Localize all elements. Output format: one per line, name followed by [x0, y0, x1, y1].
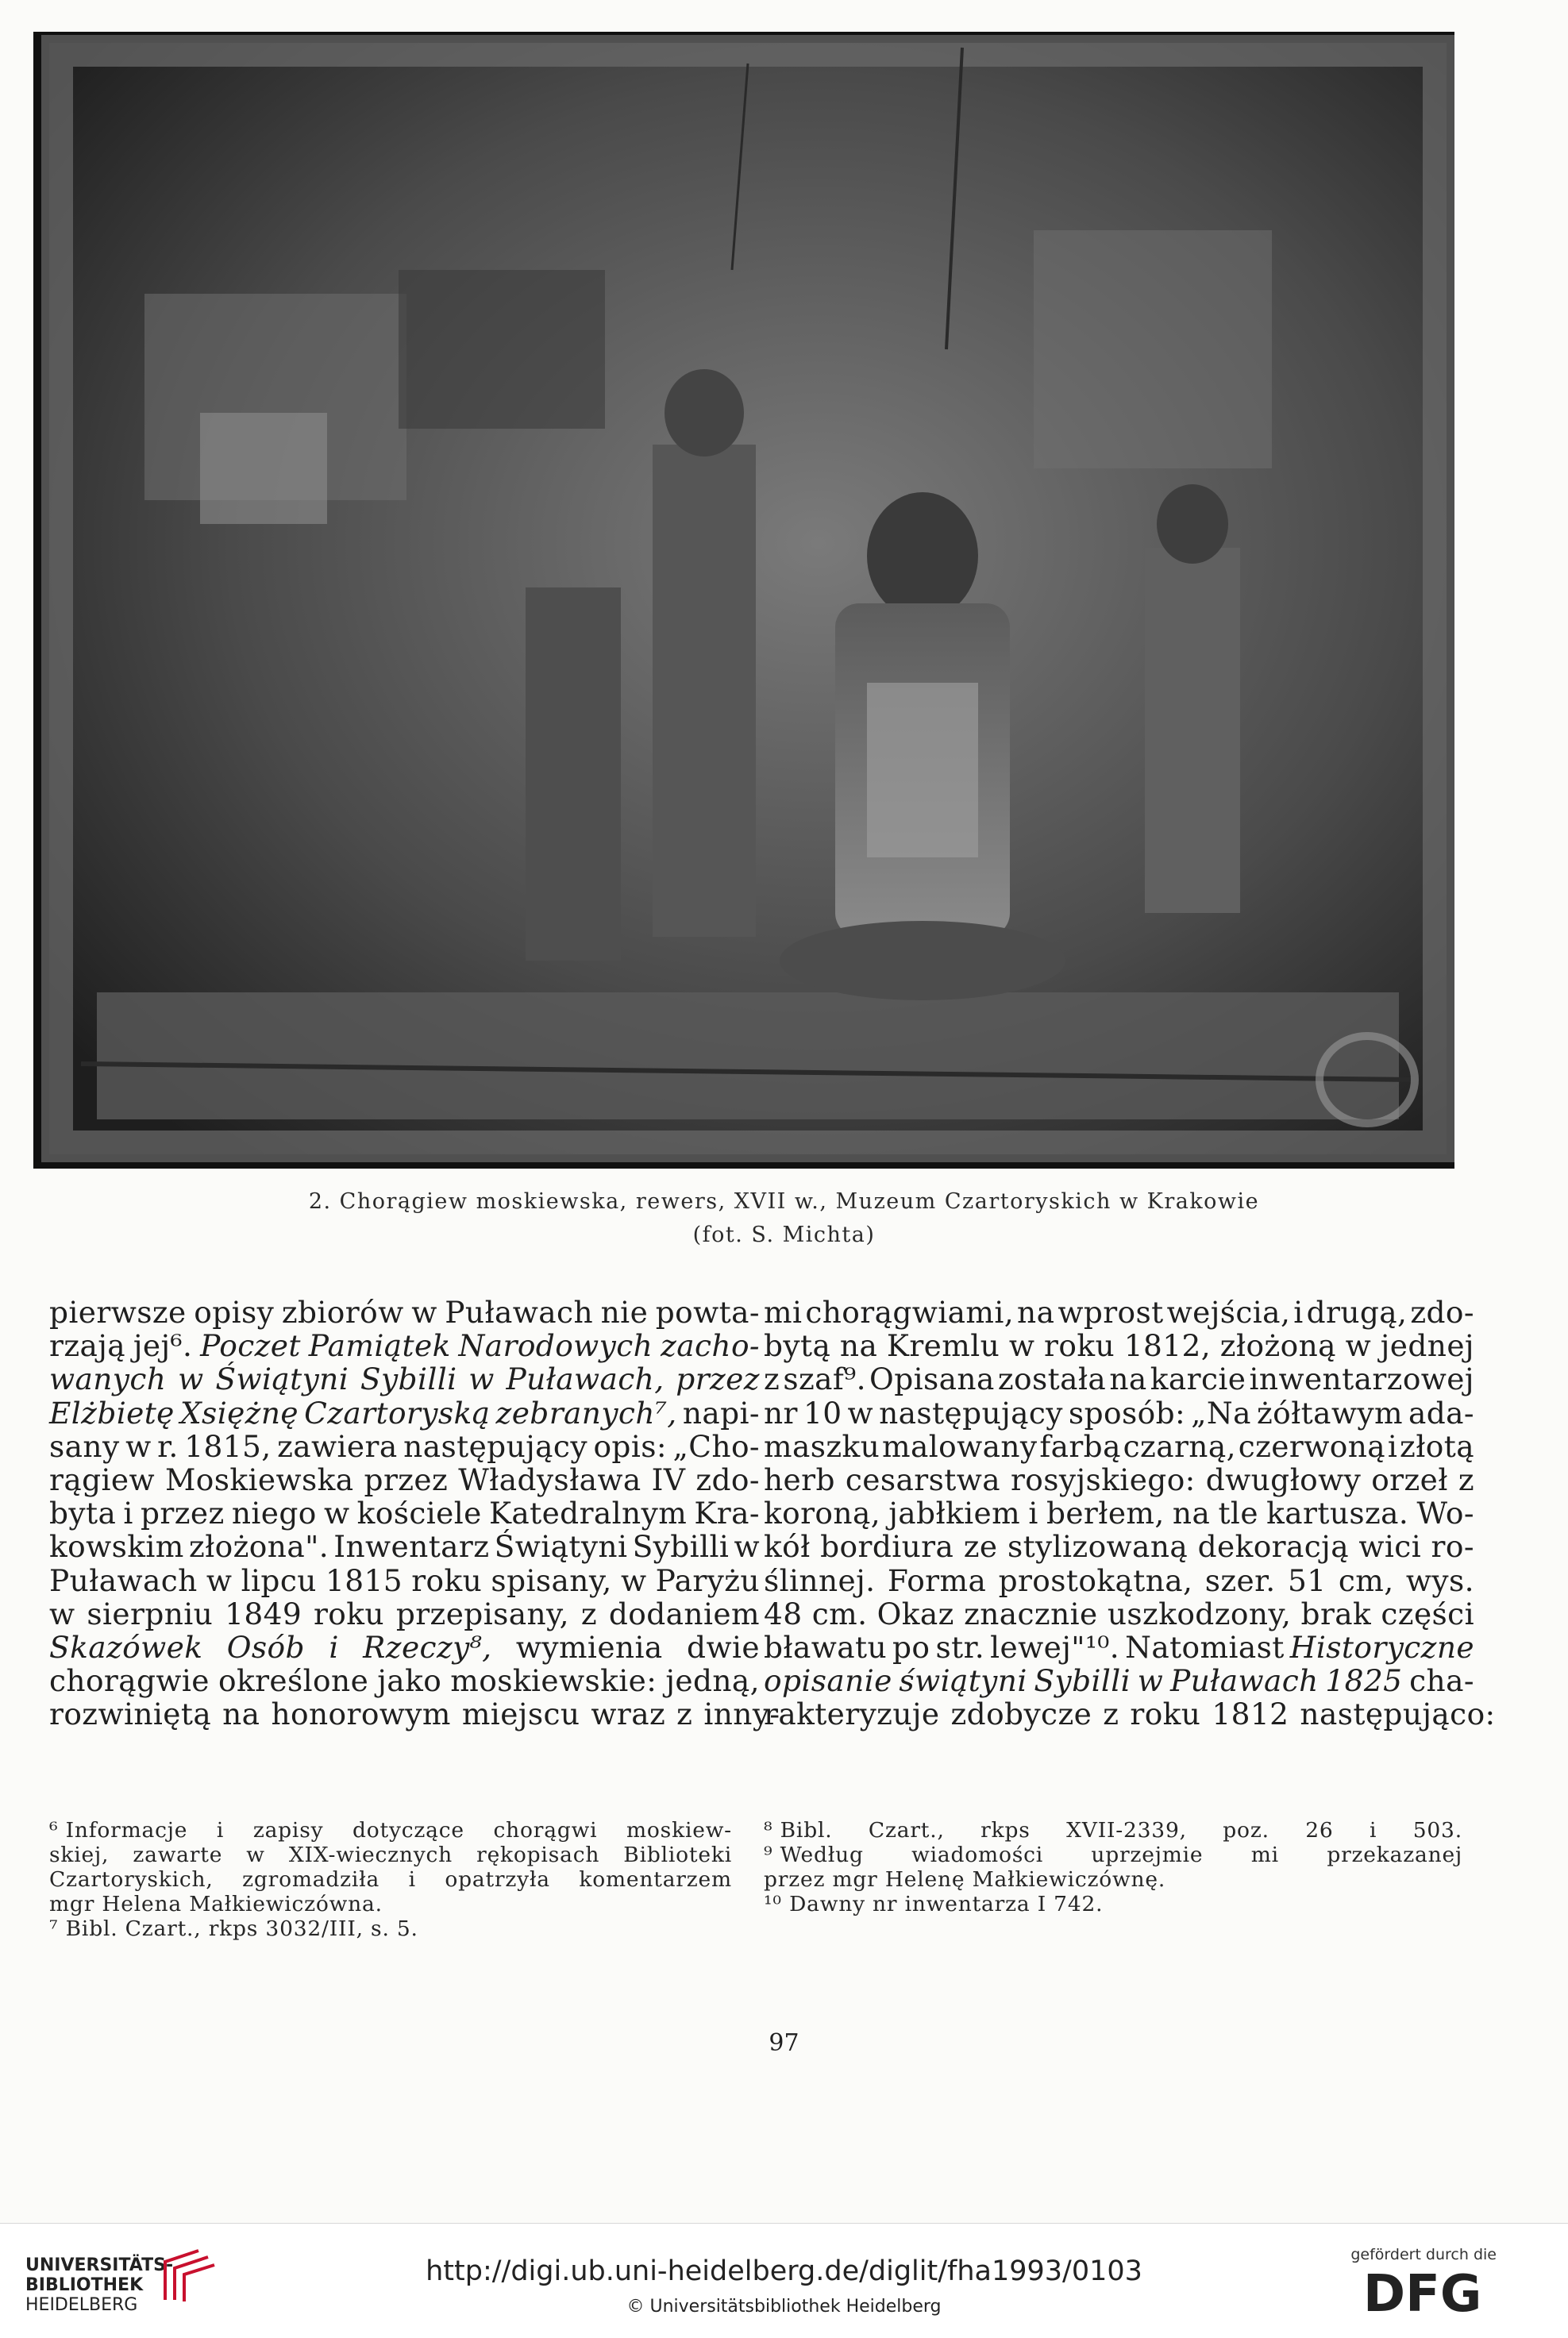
word: Biblioteki — [623, 1843, 732, 1867]
footnote-line — [764, 1867, 1462, 1892]
word: i — [1370, 1818, 1377, 1843]
word: roku — [313, 1596, 384, 1631]
footnote-line — [49, 1916, 732, 1941]
word: bytą — [764, 1328, 831, 1364]
word: przez mgr Helenę Małkiewiczównę. — [764, 1867, 1166, 1892]
word: zgromadziła — [242, 1867, 380, 1892]
word: rosyjskiego: — [1010, 1462, 1196, 1498]
word: stylizowaną — [1007, 1529, 1189, 1565]
word: moskiew- — [626, 1818, 732, 1843]
word: ⁷ Bibl. Czart., rkps 3032/III, s. 5. — [49, 1916, 418, 1941]
word: cesarstwa — [845, 1462, 1000, 1498]
word: niego — [231, 1496, 317, 1531]
word: części — [1381, 1596, 1474, 1631]
word: mgr Helena Małkiewiczówna. — [49, 1892, 383, 1916]
word: nr — [764, 1395, 798, 1431]
word: IV — [651, 1462, 686, 1498]
word: pierwsze — [49, 1295, 187, 1330]
word: cm, — [1338, 1562, 1394, 1598]
word: Katedralnym — [488, 1496, 688, 1531]
word: sany — [49, 1428, 120, 1464]
word: XIX-wiecznych — [288, 1843, 453, 1867]
word: „Na — [1191, 1395, 1251, 1431]
word: Elżbietę — [49, 1395, 175, 1431]
word: określone — [218, 1663, 369, 1699]
word: Natomiast — [1125, 1630, 1285, 1666]
body-text-line — [49, 1597, 760, 1631]
word: rakteryzuje — [764, 1697, 940, 1732]
word: skiej, — [49, 1843, 110, 1867]
word: żółtawym — [1256, 1395, 1403, 1431]
body-text-line — [49, 1329, 760, 1362]
word: z — [1458, 1462, 1474, 1498]
word: jabłkiem — [888, 1496, 1021, 1531]
word: Puławach — [1169, 1663, 1319, 1699]
word: komentarzem — [579, 1867, 732, 1892]
footnote-line — [49, 1867, 732, 1892]
word: ślinnej. — [764, 1562, 876, 1598]
word: malowany — [882, 1428, 1038, 1464]
body-text-line — [49, 1631, 760, 1664]
word: Okaz — [876, 1596, 954, 1631]
word: dwie — [687, 1630, 760, 1666]
word: tle — [1218, 1496, 1258, 1531]
word: i — [1387, 1428, 1398, 1464]
word: orzeł — [1371, 1462, 1448, 1498]
body-text-line — [764, 1496, 1474, 1530]
word: zacho- — [661, 1328, 760, 1364]
word: w — [468, 1362, 495, 1397]
body-text-line — [49, 1362, 760, 1396]
word: rągiew — [49, 1462, 155, 1498]
word: Kra- — [694, 1496, 760, 1531]
word: ro- — [1431, 1529, 1474, 1565]
word: w — [246, 1843, 265, 1867]
word: poz. — [1223, 1818, 1269, 1843]
word: 1812 — [1212, 1697, 1289, 1732]
word: drugą, — [1306, 1295, 1408, 1330]
word: przez — [676, 1362, 760, 1397]
word: sposób: — [1068, 1395, 1186, 1431]
word: na — [1017, 1295, 1055, 1330]
word: Świątyni — [215, 1362, 349, 1397]
word: 48 — [764, 1596, 803, 1631]
word: opisy — [194, 1295, 275, 1330]
word: bordiura — [820, 1529, 954, 1565]
footnote-line — [764, 1892, 1462, 1916]
word: mi — [1250, 1843, 1279, 1867]
word: cha- — [1409, 1663, 1474, 1699]
word: na — [1109, 1362, 1147, 1397]
word: Moskiewska — [164, 1462, 354, 1498]
footnote-line — [49, 1892, 732, 1916]
body-text-line — [49, 1697, 780, 1732]
word: Osób — [226, 1630, 305, 1666]
word: brak — [1300, 1596, 1372, 1631]
body-text-line — [764, 1329, 1474, 1362]
dfg-logo-text: DFG — [1363, 2268, 1482, 2316]
word: dotyczące — [353, 1818, 464, 1843]
word: przepisany, — [395, 1596, 569, 1631]
body-text-line — [764, 1396, 1474, 1430]
word: Czartoryskich, — [49, 1867, 214, 1892]
word: Wo- — [1416, 1496, 1474, 1531]
word: zdo- — [1410, 1295, 1474, 1330]
word: Świątyni — [494, 1529, 628, 1565]
body-text-line — [764, 1597, 1474, 1631]
body-text-line — [764, 1463, 1474, 1496]
word: Władysława — [458, 1462, 641, 1498]
body-text-line — [49, 1664, 760, 1697]
word: dekoracją — [1197, 1529, 1349, 1565]
word: w — [49, 1596, 75, 1631]
footnote-line — [49, 1818, 732, 1843]
word: ada- — [1408, 1395, 1474, 1431]
word: następujący — [879, 1395, 1063, 1431]
page-number: 97 — [769, 2029, 799, 2057]
word: wanych — [49, 1362, 167, 1397]
word: karcie — [1150, 1362, 1246, 1397]
word: Czartoryską — [304, 1395, 491, 1431]
word: Puławach, — [506, 1362, 665, 1397]
word: wys. — [1405, 1562, 1474, 1598]
word: kół — [764, 1529, 811, 1565]
figure-caption: 2. Chorągiew moskiewska, rewers, XVII w., Muzeum Czartoryskich w Krakowie — [308, 1189, 1260, 1214]
word: jako — [377, 1663, 442, 1699]
word: przez — [364, 1462, 449, 1498]
word: rozwiniętą — [49, 1697, 212, 1732]
word: ⁶ Informacje — [49, 1818, 188, 1843]
word: następująco: — [1300, 1697, 1496, 1732]
word: 1812, — [1123, 1328, 1212, 1364]
word: mi — [764, 1295, 803, 1330]
word: sierpniu — [87, 1596, 214, 1631]
word: chorągwiami, — [805, 1295, 1015, 1330]
library-name: UNIVERSITÄTS- BIBLIOTHEK HEIDELBERG — [25, 2255, 174, 2315]
word: inny- — [703, 1697, 780, 1732]
word: wiadomości — [911, 1843, 1044, 1867]
word: zapisy — [252, 1818, 324, 1843]
word: złożona". — [188, 1529, 329, 1565]
word: złożoną — [1219, 1328, 1336, 1364]
word: spisany, — [491, 1562, 612, 1598]
body-text-line — [49, 1296, 760, 1329]
body-text-line — [49, 1463, 760, 1496]
word: moskiewskie: — [450, 1663, 657, 1699]
body-text-line — [49, 1396, 760, 1430]
word: wymienia — [515, 1630, 663, 1666]
word: napi- — [682, 1395, 760, 1431]
word: 26 — [1305, 1818, 1334, 1843]
word: w — [1137, 1663, 1164, 1699]
word: ⁸ Bibl. — [764, 1818, 833, 1843]
word: roku — [411, 1562, 483, 1598]
word: 51 — [1287, 1562, 1327, 1598]
word: opis: — [593, 1428, 667, 1464]
word: zebranych⁷, — [495, 1395, 677, 1431]
footnotes-right — [764, 1818, 1462, 1916]
word: z — [764, 1362, 780, 1397]
body-text-line — [764, 1296, 1474, 1329]
word: kartusza. — [1266, 1496, 1409, 1531]
word: rękopisach — [476, 1843, 600, 1867]
footnote-line — [764, 1818, 1462, 1843]
word: Paryżu — [655, 1562, 760, 1598]
funding-note: gefördert durch die — [1350, 2246, 1497, 2263]
word: jej⁶. — [133, 1328, 193, 1364]
word: na — [839, 1328, 878, 1364]
body-text-line — [764, 1430, 1474, 1463]
word: i — [1028, 1496, 1038, 1531]
word: farbą — [1039, 1428, 1121, 1464]
word: w — [323, 1496, 350, 1531]
word: herb — [764, 1462, 835, 1498]
word: i — [408, 1867, 416, 1892]
word: str. — [935, 1630, 985, 1666]
word: na — [222, 1697, 260, 1732]
word: Puławach — [49, 1562, 198, 1598]
body-text-right-column — [764, 1295, 1496, 1732]
footnote-line — [764, 1843, 1462, 1867]
word: szaf⁹. — [783, 1362, 866, 1397]
word: w — [206, 1562, 233, 1598]
word: czarną, — [1123, 1428, 1236, 1464]
word: zbiorów — [281, 1295, 404, 1330]
word: wraz — [591, 1697, 666, 1732]
word: opisanie — [764, 1663, 892, 1699]
word: z — [580, 1596, 598, 1631]
word: lipcu — [241, 1562, 317, 1598]
word: maszku — [764, 1428, 880, 1464]
figure-credit: (fot. S. Michta) — [692, 1223, 876, 1247]
word: Sybilli — [360, 1362, 457, 1397]
word: byta — [49, 1496, 117, 1531]
word: złotą — [1400, 1428, 1474, 1464]
word: po — [892, 1630, 930, 1666]
word: berłem, — [1046, 1496, 1165, 1531]
word: roku — [1130, 1697, 1201, 1732]
word: przez — [141, 1496, 225, 1531]
word: Sybilli — [1034, 1663, 1131, 1699]
body-text-line — [764, 1362, 1474, 1396]
word: powta- — [655, 1295, 760, 1330]
word: rkps — [980, 1818, 1031, 1843]
word: Poczet — [200, 1328, 301, 1364]
word: wici — [1358, 1529, 1422, 1565]
body-text-line — [764, 1631, 1474, 1664]
word: i — [1293, 1295, 1304, 1330]
word: 1815 — [325, 1562, 403, 1598]
word: kowskim — [49, 1529, 184, 1565]
word: ⁹ Według — [764, 1843, 864, 1867]
body-text-line — [49, 1530, 760, 1563]
body-text-line — [764, 1530, 1474, 1563]
word: w — [620, 1562, 647, 1598]
word: 1849 — [225, 1596, 302, 1631]
word: Rzeczy⁸, — [363, 1630, 492, 1666]
word: w — [847, 1395, 874, 1431]
word: koroną, — [764, 1496, 881, 1531]
word: zawarte — [133, 1843, 223, 1867]
banner-photo-image — [33, 32, 1454, 1169]
word: na — [1172, 1496, 1211, 1531]
word: przekazanej — [1327, 1843, 1462, 1867]
word: Sybilli — [632, 1529, 730, 1565]
body-text-line — [764, 1697, 1496, 1732]
word: rzają — [49, 1328, 126, 1364]
word: Puławach — [445, 1295, 594, 1330]
banner-photograph — [33, 32, 1454, 1169]
word: i — [216, 1818, 225, 1843]
word: opatrzyła — [445, 1867, 550, 1892]
word: Narodowych — [458, 1328, 653, 1364]
document-url-link[interactable]: http://digi.ub.uni-heidelberg.de/diglit/fha1993/0103 — [426, 2255, 1142, 2287]
word: uprzejmie — [1091, 1843, 1204, 1867]
word: Inwentarz — [333, 1529, 490, 1565]
word: miejscu — [461, 1697, 580, 1732]
word: inwentarzowej — [1249, 1362, 1474, 1397]
word: Skazówek — [49, 1630, 203, 1666]
word: zdobycze — [950, 1697, 1092, 1732]
word: czerwoną — [1238, 1428, 1386, 1464]
word: chorągwie — [49, 1663, 210, 1699]
word: wejścia, — [1166, 1295, 1291, 1330]
word: „Cho- — [672, 1428, 760, 1464]
word: 10 — [803, 1395, 842, 1431]
word: Xsiężnę — [179, 1395, 299, 1431]
word: cm. — [811, 1596, 868, 1631]
word: świątyni — [899, 1663, 1027, 1699]
word: znacznie — [964, 1596, 1098, 1631]
digitization-footer — [0, 2223, 1568, 2338]
word: roku — [1044, 1328, 1115, 1364]
word: 503. — [1412, 1818, 1462, 1843]
word: bławatu — [764, 1630, 887, 1666]
word: dwugłowy — [1205, 1462, 1362, 1498]
word: i — [123, 1496, 133, 1531]
word: jedną, — [665, 1663, 760, 1699]
word: honorowym — [271, 1697, 451, 1732]
word: z — [676, 1697, 693, 1732]
word: w — [734, 1529, 760, 1565]
body-text-line — [764, 1564, 1474, 1597]
word: wprost — [1058, 1295, 1164, 1330]
body-text-line — [49, 1496, 760, 1530]
body-text-line — [764, 1664, 1474, 1697]
word: Historyczne — [1289, 1630, 1474, 1666]
word: jednej — [1380, 1328, 1474, 1364]
word: ze — [963, 1529, 998, 1565]
body-text-left-column — [49, 1295, 780, 1732]
word: i — [329, 1630, 339, 1666]
word: zdo- — [695, 1462, 760, 1498]
word: w — [1008, 1328, 1035, 1364]
word: uszkodzony, — [1107, 1596, 1292, 1631]
word: Forma — [887, 1562, 987, 1598]
word: następujący — [403, 1428, 588, 1464]
dfg-logo-icon — [1363, 2268, 1498, 2316]
word: Kremlu — [886, 1328, 1000, 1364]
body-text-line — [49, 1564, 760, 1597]
word: r. — [157, 1428, 179, 1464]
word: w — [178, 1362, 204, 1397]
word: w — [125, 1428, 152, 1464]
word: została — [997, 1362, 1107, 1397]
word: kościele — [356, 1496, 482, 1531]
word: XVII-2339, — [1066, 1818, 1187, 1843]
body-text-line — [49, 1430, 760, 1463]
word: 1815, — [184, 1428, 272, 1464]
word: chorągwi — [493, 1818, 598, 1843]
word: nie — [600, 1295, 649, 1330]
word: w — [411, 1295, 437, 1330]
word: zawiera — [277, 1428, 398, 1464]
copyright-notice: © Universitätsbibliothek Heidelberg — [626, 2297, 942, 2317]
word: w — [1345, 1328, 1372, 1364]
word: prostokątna, — [998, 1562, 1193, 1598]
word: 1825 — [1325, 1663, 1403, 1699]
word: Czart., — [868, 1818, 945, 1843]
footnote-line — [49, 1843, 732, 1867]
word: dodaniem — [608, 1596, 760, 1631]
footnotes-left — [49, 1818, 732, 1941]
word: Opisana — [869, 1362, 995, 1397]
word: ¹⁰ Dawny nr inwentarza I 742. — [764, 1892, 1104, 1916]
word: szer. — [1204, 1562, 1276, 1598]
word: z — [1103, 1697, 1119, 1732]
word: Pamiątek — [308, 1328, 451, 1364]
word: lewej"¹⁰. — [990, 1630, 1120, 1666]
